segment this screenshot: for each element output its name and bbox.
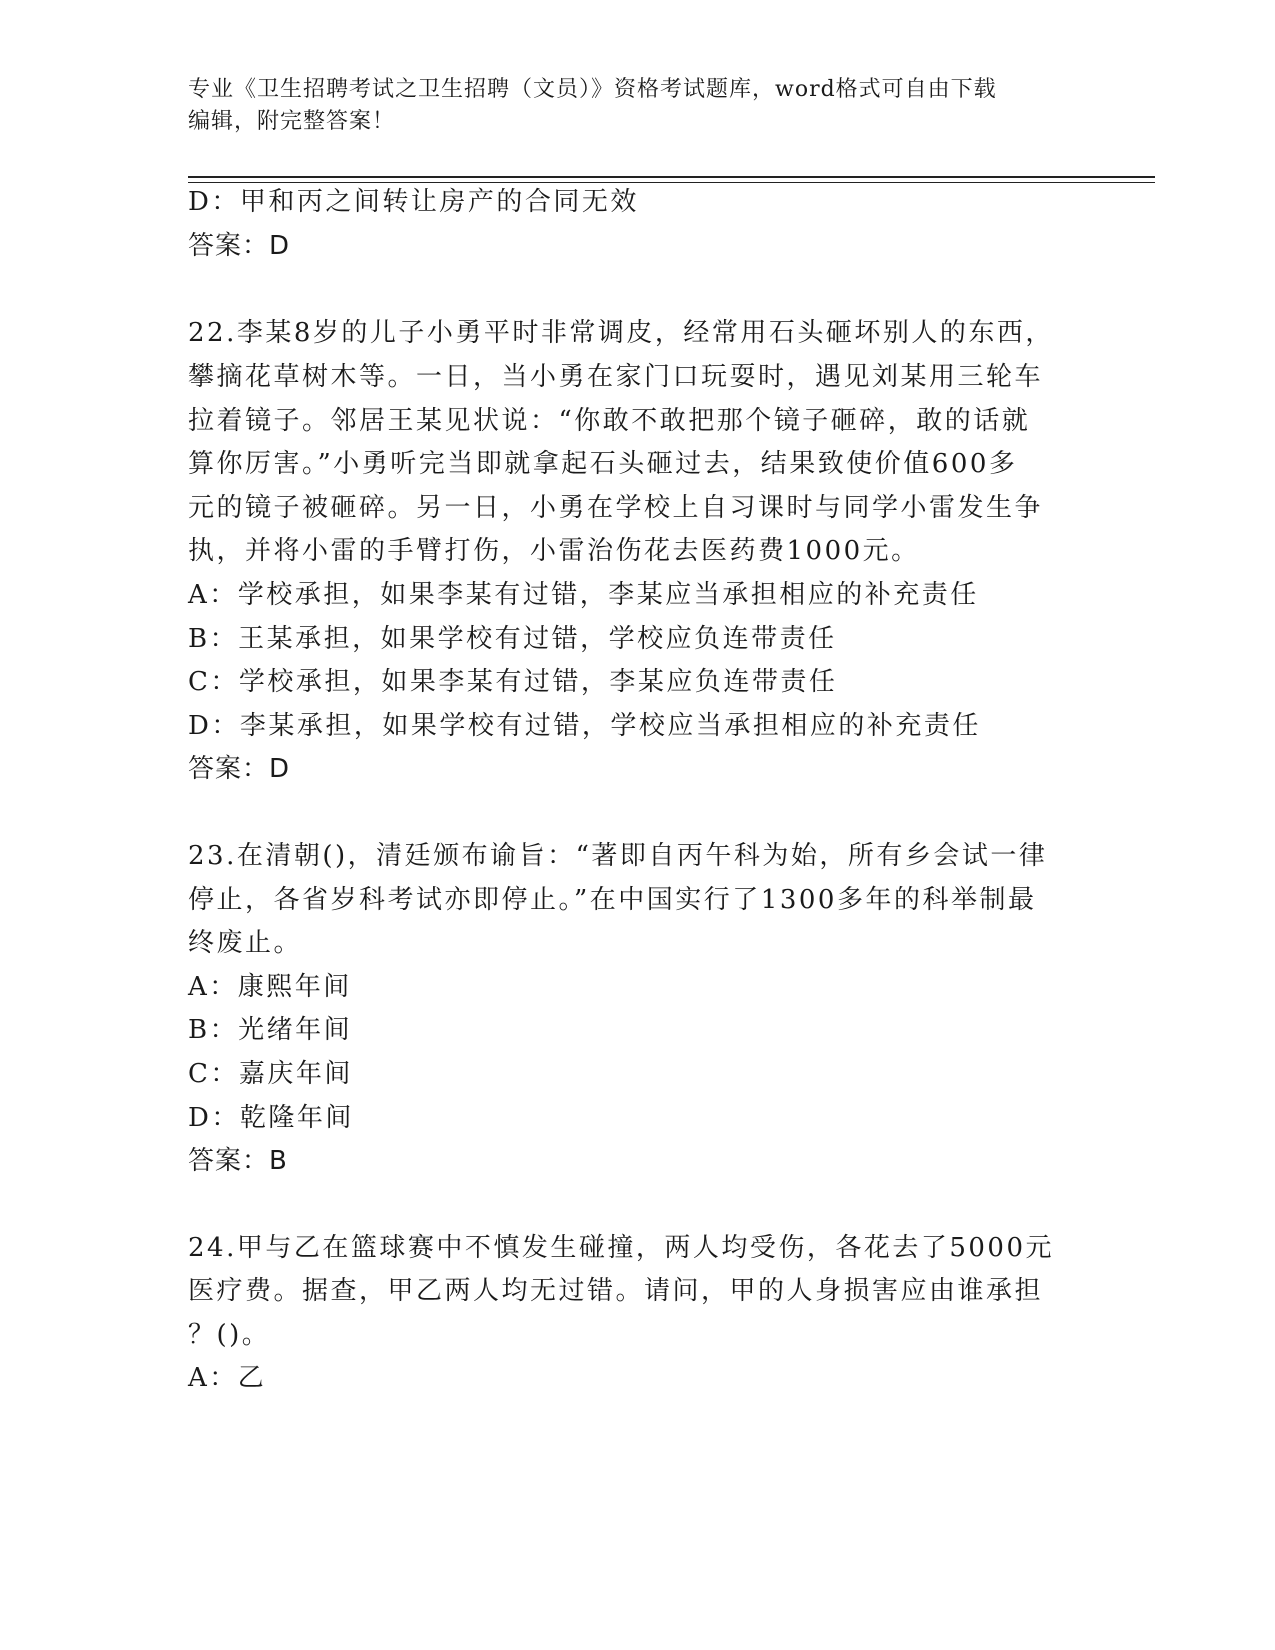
q23-stem-line: 停止，各省岁科考试亦即停止。”在中国实行了1300多年的科举制最 xyxy=(188,885,1037,915)
q22-stem-line: 执，并将小雷的手臂打伤，小雷治伤花去医药费1000元。 xyxy=(188,536,920,566)
q23-option-c: C：嘉庆年间 xyxy=(188,1059,353,1089)
header-divider-thick xyxy=(188,176,1155,178)
q22-answer: 答案：D xyxy=(188,754,291,784)
prev-option-d: D：甲和丙之间转让房产的合同无效 xyxy=(188,187,639,217)
header-line-1: 专业《卫生招聘考试之卫生招聘（文员）》资格考试题库，word格式可自由下载 xyxy=(188,77,997,102)
q22-stem-line: 算你厉害。”小勇听完当即就拿起石头砸过去，结果致使价值600多 xyxy=(188,449,1018,479)
q23-stem-line: 终废止。 xyxy=(188,928,303,958)
q22-stem-line: 22.李某8岁的儿子小勇平时非常调皮，经常用石头砸坏别人的东西， xyxy=(188,318,1054,348)
page-header xyxy=(188,74,1068,138)
q24-stem-line: 医疗费。据查，甲乙两人均无过错。请问，甲的人身损害应由谁承担 xyxy=(188,1276,1044,1306)
q22-stem-line: 元的镜子被砸碎。另一日，小勇在学校上自习课时与同学小雷发生争 xyxy=(188,493,1044,523)
q22-option-c: C：学校承担，如果李某有过错，李某应负连带责任 xyxy=(188,667,838,697)
header-line-2: 编辑，附完整答案！ xyxy=(188,109,396,134)
q24-stem-line: ？()。 xyxy=(188,1320,271,1350)
q22-option-d: D：李某承担，如果学校有过错，学校应当承担相应的补充责任 xyxy=(188,711,981,741)
q22-option-b: B：王某承担，如果学校有过错，学校应负连带责任 xyxy=(188,624,837,654)
q23-option-b: B：光绪年间 xyxy=(188,1015,353,1045)
q23-option-a: A：康熙年间 xyxy=(188,972,352,1002)
q22-stem-line: 拉着镜子。邻居王某见状说：“你敢不敢把那个镜子砸碎，敢的话就 xyxy=(188,406,1031,436)
q23-stem-line: 23.在清朝()，清廷颁布谕旨：“著即自丙午科为始，所有乡会试一律 xyxy=(188,841,1048,871)
q24-option-a: A：乙 xyxy=(188,1363,267,1393)
prev-answer: 答案：D xyxy=(188,231,291,261)
q24-stem-line: 24.甲与乙在篮球赛中不慎发生碰撞，两人均受伤，各花去了5000元 xyxy=(188,1233,1055,1263)
q22-option-a: A：学校承担，如果李某有过错，李某应当承担相应的补充责任 xyxy=(188,580,979,610)
q23-answer: 答案：B xyxy=(188,1146,288,1176)
q23-option-d: D：乾隆年间 xyxy=(188,1103,354,1133)
q22-stem-line: 攀摘花草树木等。一日，当小勇在家门口玩耍时，遇见刘某用三轮车 xyxy=(188,362,1044,392)
